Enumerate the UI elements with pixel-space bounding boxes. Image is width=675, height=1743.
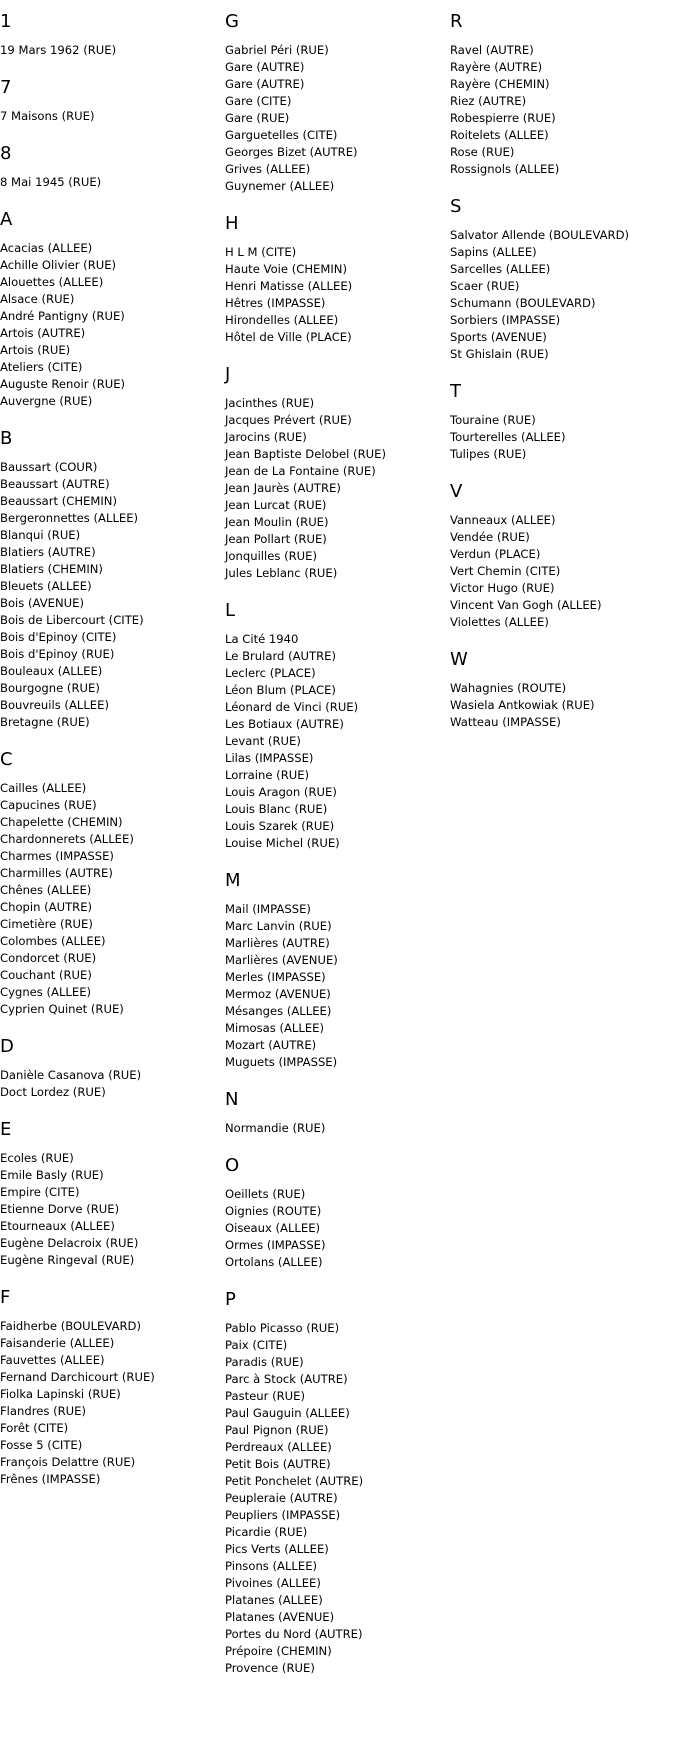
section-letter-heading: V xyxy=(450,481,463,502)
street-item: Léon Blum (PLACE) xyxy=(225,683,336,697)
street-list xyxy=(0,108,205,125)
street-item: Paradis (RUE) xyxy=(225,1355,304,1369)
street-item: Alsace (RUE) xyxy=(0,292,75,306)
street-list xyxy=(0,780,205,1018)
street-item: Normandie (RUE) xyxy=(225,1121,326,1135)
street-item: Paix (CITE) xyxy=(225,1338,288,1352)
street-item: Muguets (IMPASSE) xyxy=(225,1055,338,1069)
street-item: Wasiela Antkowiak (RUE) xyxy=(450,698,595,712)
street-item: Acacias (ALLEE) xyxy=(0,241,93,255)
section-letter-heading: 1 xyxy=(0,11,12,32)
street-item: Salvator Allende (BOULEVARD) xyxy=(450,228,630,242)
street-item: Danièle Casanova (RUE) xyxy=(0,1068,142,1082)
street-item: Sapins (ALLEE) xyxy=(450,245,537,259)
street-item: Empire (CITE) xyxy=(0,1185,80,1199)
street-item: St Ghislain (RUE) xyxy=(450,347,549,361)
section-letter-heading: F xyxy=(0,1287,11,1308)
street-item: Baussart (COUR) xyxy=(0,460,98,474)
street-item: Jean Lurcat (RUE) xyxy=(225,498,327,512)
street-item: Jarocins (RUE) xyxy=(225,430,307,444)
street-item: Riez (AUTRE) xyxy=(450,94,527,108)
street-list xyxy=(450,42,655,178)
street-item: Rayère (CHEMIN) xyxy=(450,77,550,91)
street-item: Petit Bois (AUTRE) xyxy=(225,1457,331,1471)
street-item: Louis Aragon (RUE) xyxy=(225,785,337,799)
street-item: Colombes (ALLEE) xyxy=(0,934,106,948)
street-item: Les Botiaux (AUTRE) xyxy=(225,717,344,731)
street-item: Bretagne (RUE) xyxy=(0,715,90,729)
section-letter-heading: P xyxy=(225,1289,236,1310)
street-item: Bois de Libercourt (CITE) xyxy=(0,613,144,627)
street-item: Louise Michel (RUE) xyxy=(225,836,340,850)
street-item: Hirondelles (ALLEE) xyxy=(225,313,339,327)
column-2 xyxy=(225,12,430,1696)
section-letter-heading: R xyxy=(450,11,463,32)
street-item: Ateliers (CITE) xyxy=(0,360,83,374)
letter-section xyxy=(0,1288,205,1488)
street-item: Henri Matisse (ALLEE) xyxy=(225,279,353,293)
street-item: Jean Pollart (RUE) xyxy=(225,532,327,546)
street-item: Violettes (ALLEE) xyxy=(450,615,549,629)
street-item: Gare (AUTRE) xyxy=(225,60,305,74)
street-list xyxy=(225,1120,430,1137)
section-letter-heading: N xyxy=(225,1089,239,1110)
street-item: 19 Mars 1962 (RUE) xyxy=(0,43,117,57)
street-item: Gabriel Péri (RUE) xyxy=(225,43,329,57)
street-item: 7 Maisons (RUE) xyxy=(0,109,95,123)
street-item: Eugène Delacroix (RUE) xyxy=(0,1236,139,1250)
street-item: Cygnes (ALLEE) xyxy=(0,985,92,999)
street-list xyxy=(0,1067,205,1101)
street-item: Vert Chemin (CITE) xyxy=(450,564,561,578)
street-item: Gare (RUE) xyxy=(225,111,290,125)
street-item: Blatiers (AUTRE) xyxy=(0,545,96,559)
section-letter-heading: M xyxy=(225,870,241,891)
street-list xyxy=(0,42,205,59)
street-item: Victor Hugo (RUE) xyxy=(450,581,555,595)
letter-section xyxy=(0,12,205,59)
street-item: Chopin (AUTRE) xyxy=(0,900,93,914)
street-item: Bourgogne (RUE) xyxy=(0,681,100,695)
street-item: Emile Basly (RUE) xyxy=(0,1168,104,1182)
street-item: Mozart (AUTRE) xyxy=(225,1038,317,1052)
street-item: Etourneaux (ALLEE) xyxy=(0,1219,115,1233)
street-list xyxy=(450,680,655,731)
street-item: Paul Pignon (RUE) xyxy=(225,1423,329,1437)
letter-section xyxy=(225,1290,430,1677)
street-item: Fernand Darchicourt (RUE) xyxy=(0,1370,155,1384)
street-item: Hôtel de Ville (PLACE) xyxy=(225,330,352,344)
street-item: Capucines (RUE) xyxy=(0,798,97,812)
street-list xyxy=(450,227,655,363)
street-item: Charmes (IMPASSE) xyxy=(0,849,114,863)
section-letter-heading: B xyxy=(0,428,13,449)
street-item: Paul Gauguin (ALLEE) xyxy=(225,1406,350,1420)
street-item: Chardonnerets (ALLEE) xyxy=(0,832,134,846)
letter-section xyxy=(0,750,205,1018)
street-item: Peupleraie (AUTRE) xyxy=(225,1491,338,1505)
street-item: Verdun (PLACE) xyxy=(450,547,541,561)
street-item: Cyprien Quinet (RUE) xyxy=(0,1002,124,1016)
street-item: Faisanderie (ALLEE) xyxy=(0,1336,115,1350)
letter-section xyxy=(0,78,205,125)
column-3 xyxy=(450,12,655,750)
street-item: Cimetière (RUE) xyxy=(0,917,93,931)
street-item: André Pantigny (RUE) xyxy=(0,309,125,323)
street-item: Ecoles (RUE) xyxy=(0,1151,74,1165)
street-item: Haute Voie (CHEMIN) xyxy=(225,262,347,276)
letter-section xyxy=(0,1120,205,1269)
street-item: François Delattre (RUE) xyxy=(0,1455,136,1469)
street-item: Jacinthes (RUE) xyxy=(225,396,315,410)
street-item: Tulipes (RUE) xyxy=(450,447,527,461)
letter-section xyxy=(225,1156,430,1271)
street-item: Petit Ponchelet (AUTRE) xyxy=(225,1474,364,1488)
section-letter-heading: 8 xyxy=(0,143,12,164)
street-list xyxy=(225,631,430,852)
street-list xyxy=(225,1186,430,1271)
letter-section xyxy=(450,12,655,178)
street-item: Oignies (ROUTE) xyxy=(225,1204,322,1218)
street-item: Frênes (IMPASSE) xyxy=(0,1472,101,1486)
street-list xyxy=(225,42,430,195)
letter-section xyxy=(0,210,205,410)
street-item: Perdreaux (ALLEE) xyxy=(225,1440,332,1454)
street-item: Gare (CITE) xyxy=(225,94,292,108)
street-item: Jules Leblanc (RUE) xyxy=(225,566,338,580)
street-item: Bois (AVENUE) xyxy=(0,596,84,610)
street-item: Louis Szarek (RUE) xyxy=(225,819,335,833)
street-list xyxy=(225,901,430,1071)
letter-section xyxy=(225,365,430,582)
street-item: Forêt (CITE) xyxy=(0,1421,69,1435)
street-item: Rose (RUE) xyxy=(450,145,515,159)
street-list xyxy=(450,512,655,631)
street-item: Sports (AVENUE) xyxy=(450,330,547,344)
letter-section xyxy=(0,1037,205,1101)
section-letter-heading: 7 xyxy=(0,77,12,98)
street-item: Ravel (AUTRE) xyxy=(450,43,534,57)
street-item: Bois d'Epinoy (RUE) xyxy=(0,647,115,661)
letter-section xyxy=(0,144,205,191)
street-item: Faidherbe (BOULEVARD) xyxy=(0,1319,142,1333)
street-item: Cailles (ALLEE) xyxy=(0,781,87,795)
street-item: Hêtres (IMPASSE) xyxy=(225,296,326,310)
street-item: Mermoz (AVENUE) xyxy=(225,987,331,1001)
street-item: Rayère (AUTRE) xyxy=(450,60,543,74)
street-item: Schumann (BOULEVARD) xyxy=(450,296,596,310)
letter-section xyxy=(225,12,430,195)
letter-section xyxy=(225,871,430,1071)
street-item: Wahagnies (ROUTE) xyxy=(450,681,567,695)
section-letter-heading: D xyxy=(0,1036,14,1057)
street-item: Jacques Prévert (RUE) xyxy=(225,413,352,427)
street-item: Pablo Picasso (RUE) xyxy=(225,1321,340,1335)
street-list xyxy=(0,240,205,410)
letter-section xyxy=(450,197,655,363)
street-list xyxy=(225,244,430,346)
street-item: Peupliers (IMPASSE) xyxy=(225,1508,341,1522)
street-item: Alouettes (ALLEE) xyxy=(0,275,104,289)
street-item: Oiseaux (ALLEE) xyxy=(225,1221,321,1235)
street-item: Guynemer (ALLEE) xyxy=(225,179,335,193)
street-item: Vincent Van Gogh (ALLEE) xyxy=(450,598,602,612)
street-item: Watteau (IMPASSE) xyxy=(450,715,561,729)
street-item: Jean Moulin (RUE) xyxy=(225,515,329,529)
street-item: Lorraine (RUE) xyxy=(225,768,310,782)
street-item: Condorcet (RUE) xyxy=(0,951,97,965)
street-item: Sorbiers (IMPASSE) xyxy=(450,313,561,327)
street-item: Blatiers (CHEMIN) xyxy=(0,562,103,576)
street-item: Fauvettes (ALLEE) xyxy=(0,1353,105,1367)
street-item: Louis Blanc (RUE) xyxy=(225,802,328,816)
street-item: Leclerc (PLACE) xyxy=(225,666,316,680)
street-item: 8 Mai 1945 (RUE) xyxy=(0,175,102,189)
street-list xyxy=(450,412,655,463)
street-item: Bouvreuils (ALLEE) xyxy=(0,698,109,712)
street-list xyxy=(225,395,430,582)
section-letter-heading: S xyxy=(450,196,462,217)
street-item: Prépoire (CHEMIN) xyxy=(225,1644,332,1658)
street-item: Mimosas (ALLEE) xyxy=(225,1021,325,1035)
street-item: Provence (RUE) xyxy=(225,1661,315,1675)
letter-section xyxy=(225,214,430,346)
street-item: Léonard de Vinci (RUE) xyxy=(225,700,359,714)
section-letter-heading: G xyxy=(225,11,239,32)
street-item: Platanes (ALLEE) xyxy=(225,1593,323,1607)
street-item: Sarcelles (ALLEE) xyxy=(450,262,551,276)
street-item: Le Brulard (AUTRE) xyxy=(225,649,337,663)
section-letter-heading: W xyxy=(450,649,468,670)
street-item: Charmilles (AUTRE) xyxy=(0,866,113,880)
street-item: H L M (CITE) xyxy=(225,245,297,259)
street-item: Pinsons (ALLEE) xyxy=(225,1559,318,1573)
street-list xyxy=(0,174,205,191)
street-item: Jonquilles (RUE) xyxy=(225,549,318,563)
street-item: Couchant (RUE) xyxy=(0,968,92,982)
street-item: Beaussart (CHEMIN) xyxy=(0,494,118,508)
street-item: Jean Jaurès (AUTRE) xyxy=(225,481,341,495)
street-item: Scaer (RUE) xyxy=(450,279,520,293)
street-item: Fosse 5 (CITE) xyxy=(0,1438,83,1452)
street-item: Picardie (RUE) xyxy=(225,1525,308,1539)
street-item: Pics Verts (ALLEE) xyxy=(225,1542,329,1556)
street-item: Platanes (AVENUE) xyxy=(225,1610,335,1624)
street-item: Beaussart (AUTRE) xyxy=(0,477,110,491)
section-letter-heading: O xyxy=(225,1155,240,1176)
street-list xyxy=(0,459,205,731)
street-item: Etienne Dorve (RUE) xyxy=(0,1202,120,1216)
section-letter-heading: E xyxy=(0,1119,12,1140)
street-item: Chapelette (CHEMIN) xyxy=(0,815,123,829)
street-item: Oeillets (RUE) xyxy=(225,1187,306,1201)
street-item: Marc Lanvin (RUE) xyxy=(225,919,332,933)
street-item: Robespierre (RUE) xyxy=(450,111,556,125)
street-item: Bleuets (ALLEE) xyxy=(0,579,92,593)
street-item: Flandres (RUE) xyxy=(0,1404,86,1418)
street-list xyxy=(0,1150,205,1269)
street-item: Ormes (IMPASSE) xyxy=(225,1238,326,1252)
street-item: Georges Bizet (AUTRE) xyxy=(225,145,358,159)
street-list xyxy=(0,1318,205,1488)
street-item: Bouleaux (ALLEE) xyxy=(0,664,103,678)
street-item: Blanqui (RUE) xyxy=(0,528,81,542)
letter-section xyxy=(450,382,655,463)
street-item: Mail (IMPASSE) xyxy=(225,902,311,916)
section-letter-heading: H xyxy=(225,213,239,234)
street-item: Jean Baptiste Delobel (RUE) xyxy=(225,447,386,461)
street-item: Mésanges (ALLEE) xyxy=(225,1004,332,1018)
section-letter-heading: J xyxy=(225,364,231,385)
street-item: Marlières (AUTRE) xyxy=(225,936,330,950)
street-item: Levant (RUE) xyxy=(225,734,301,748)
street-item: Auvergne (RUE) xyxy=(0,394,93,408)
letter-section xyxy=(225,1090,430,1137)
street-item: Grives (ALLEE) xyxy=(225,162,311,176)
letter-section xyxy=(0,429,205,731)
section-letter-heading: L xyxy=(225,600,236,621)
street-item: Achille Olivier (RUE) xyxy=(0,258,117,272)
street-item: Vanneaux (ALLEE) xyxy=(450,513,556,527)
street-item: Gare (AUTRE) xyxy=(225,77,305,91)
street-item: Portes du Nord (AUTRE) xyxy=(225,1627,363,1641)
street-item: Doct Lordez (RUE) xyxy=(0,1085,106,1099)
street-item: Merles (IMPASSE) xyxy=(225,970,326,984)
street-item: Touraine (RUE) xyxy=(450,413,536,427)
street-item: Chênes (ALLEE) xyxy=(0,883,92,897)
column-1 xyxy=(0,12,205,1507)
street-item: Garguetelles (CITE) xyxy=(225,128,338,142)
street-item: Lilas (IMPASSE) xyxy=(225,751,314,765)
street-item: Fiolka Lapinski (RUE) xyxy=(0,1387,121,1401)
section-letter-heading: C xyxy=(0,749,13,770)
street-item: Marlières (AVENUE) xyxy=(225,953,338,967)
street-item: Vendée (RUE) xyxy=(450,530,530,544)
street-list xyxy=(225,1320,430,1677)
street-item: Roitelets (ALLEE) xyxy=(450,128,549,142)
street-item: Parc à Stock (AUTRE) xyxy=(225,1372,348,1386)
street-item: Ortolans (ALLEE) xyxy=(225,1255,323,1269)
street-item: Bergeronnettes (ALLEE) xyxy=(0,511,139,525)
street-item: La Cité 1940 xyxy=(225,632,299,646)
street-item: Rossignols (ALLEE) xyxy=(450,162,560,176)
street-item: Auguste Renoir (RUE) xyxy=(0,377,126,391)
letter-section xyxy=(225,601,430,852)
street-item: Pivoines (ALLEE) xyxy=(225,1576,321,1590)
letter-section xyxy=(450,650,655,731)
street-item: Eugène Ringeval (RUE) xyxy=(0,1253,135,1267)
section-letter-heading: T xyxy=(450,381,461,402)
street-item: Artois (AUTRE) xyxy=(0,326,86,340)
street-item: Pasteur (RUE) xyxy=(225,1389,306,1403)
letter-section xyxy=(450,482,655,631)
section-letter-heading: A xyxy=(0,209,13,230)
street-item: Bois d'Epinoy (CITE) xyxy=(0,630,117,644)
street-item: Tourterelles (ALLEE) xyxy=(450,430,566,444)
street-item: Artois (RUE) xyxy=(0,343,71,357)
street-item: Jean de La Fontaine (RUE) xyxy=(225,464,376,478)
